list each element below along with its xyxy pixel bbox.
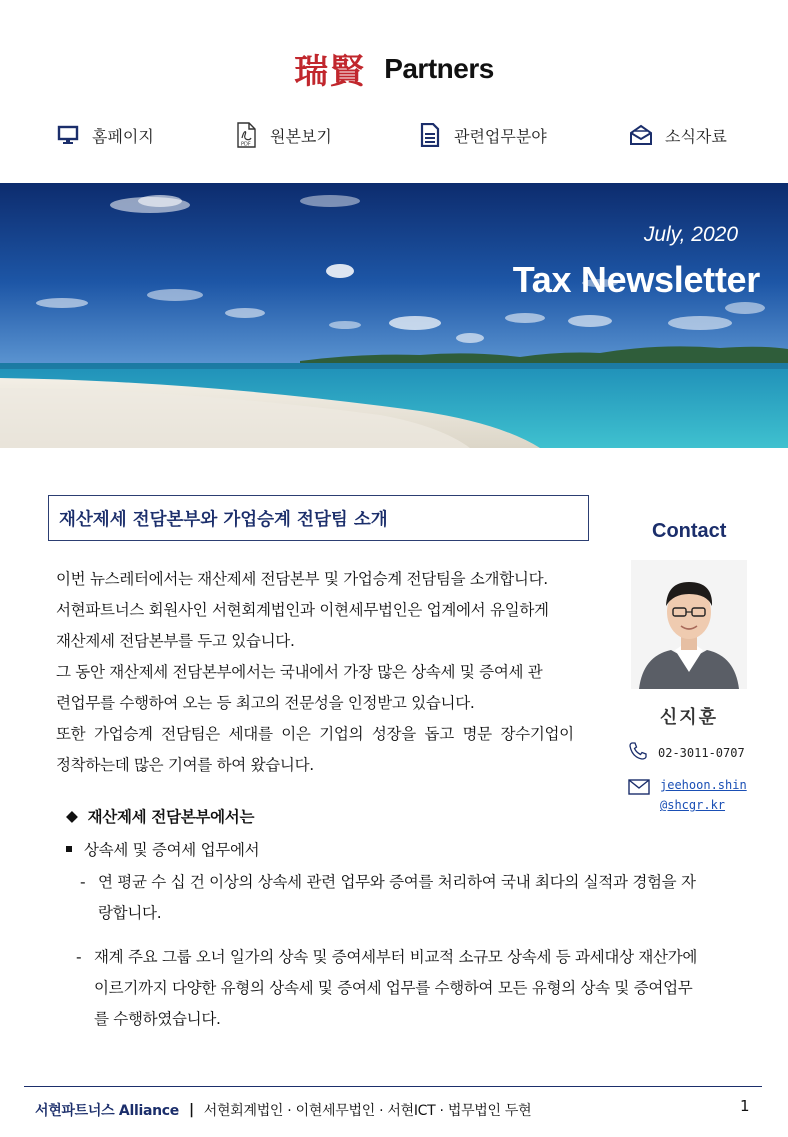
nav-related-services-label: 관련업무분야 bbox=[454, 126, 547, 146]
square-bullet-icon bbox=[66, 846, 72, 852]
intro-line: 서현파트너스 회원사인 서현회계법인과 이현세무법인은 업계에서 유일하게 bbox=[56, 601, 549, 619]
newsletter-title: Tax Newsletter bbox=[512, 259, 760, 300]
newsletter-date: July, 2020 bbox=[643, 223, 738, 246]
contact-name: 신지훈 bbox=[659, 707, 719, 728]
dash-mark: - bbox=[76, 948, 82, 966]
footer-members: 서현회계법인 · 이현세무법인 · 서현ICT · 법무법인 두현 bbox=[203, 1103, 532, 1119]
contact-phone bbox=[628, 741, 745, 764]
intro-line: 또한 가업승계 전담팀은 세대를 이은 기업의 성장을 돕고 명문 장수기업이 bbox=[56, 725, 574, 743]
nav-homepage-label: 홈페이지 bbox=[92, 126, 154, 146]
top-navigation bbox=[0, 122, 788, 162]
pdf-icon bbox=[234, 122, 258, 148]
section-heading: 재산제세 전담본부와 가업승계 전담팀 소개 bbox=[48, 495, 589, 541]
logo-hanja: 瑞賢 bbox=[294, 52, 367, 92]
bullet-heading bbox=[66, 805, 254, 827]
nav-view-original[interactable] bbox=[234, 122, 332, 148]
logo-wordmark: Partners bbox=[384, 52, 494, 84]
mail-icon bbox=[628, 779, 650, 799]
sub-bullet-text: 상속세 및 증여세 업무에서 bbox=[84, 841, 260, 859]
dash-item-line: 재계 주요 그룹 오너 일가의 상속 및 증여세부터 비교적 소규모 상속세 등 과세대상 재산가에 bbox=[94, 948, 698, 966]
dash-item-line: 연 평균 수 십 건 이상의 상속세 관련 업무와 증여를 처리하여 국내 최다의 실적과 경험을 자 bbox=[98, 873, 696, 891]
contact-photo bbox=[631, 560, 747, 689]
hero-banner bbox=[0, 183, 788, 448]
dash-mark: - bbox=[80, 873, 86, 891]
nav-view-original-label: 원본보기 bbox=[270, 126, 332, 146]
dash-item bbox=[76, 942, 736, 1035]
envelope-open-icon bbox=[629, 122, 653, 148]
document-icon bbox=[418, 122, 442, 148]
footer-brand: 서현파트너스 Alliance bbox=[35, 1103, 179, 1119]
phone-number: 02-3011-0707 bbox=[658, 745, 745, 760]
footer-separator: | bbox=[188, 1102, 194, 1118]
dash-item-line: 이르기까지 다양한 유형의 상속세 및 증여세 업무를 수행하여 모든 유형의 상속 및 증여업무 bbox=[94, 979, 693, 997]
nav-news-materials-label: 소식자료 bbox=[665, 126, 727, 146]
dash-item bbox=[80, 867, 730, 929]
nav-homepage[interactable] bbox=[56, 122, 154, 148]
intro-line: 정착하는데 많은 기여를 하여 왔습니다. bbox=[56, 756, 314, 774]
dash-item-line: 랑합니다. bbox=[98, 904, 162, 922]
contact-heading: Contact bbox=[652, 520, 727, 542]
dash-item-line: 를 수행하였습니다. bbox=[94, 1010, 221, 1028]
intro-paragraph bbox=[56, 564, 584, 781]
intro-line: 그 동안 재산제세 전담본부에서는 국내에서 가장 많은 상속세 및 증여세 관 bbox=[56, 663, 543, 681]
intro-line: 련업무를 수행하여 오는 등 최고의 전문성을 인정받고 있습니다. bbox=[56, 694, 475, 712]
email-line[interactable]: @shcgr.kr bbox=[660, 798, 726, 812]
footer bbox=[35, 1100, 531, 1120]
intro-line: 이번 뉴스레터에서는 재산제세 전담본부 및 가업승계 전담팀을 소개합니다. bbox=[56, 570, 548, 588]
monitor-icon bbox=[56, 122, 80, 148]
sub-bullet bbox=[66, 838, 259, 860]
diamond-bullet-icon: ◆ bbox=[66, 807, 78, 825]
nav-news-materials[interactable] bbox=[629, 122, 727, 148]
intro-line: 재산제세 전담본부를 두고 있습니다. bbox=[56, 632, 295, 650]
header-logo bbox=[0, 44, 788, 92]
nav-related-services[interactable] bbox=[418, 122, 547, 148]
contact-email[interactable] bbox=[628, 775, 747, 815]
page-number: 1 bbox=[740, 1097, 750, 1115]
svg-text:PDF: PDF bbox=[241, 141, 251, 148]
bullet-heading-text: 재산제세 전담본부에서는 bbox=[87, 808, 255, 826]
phone-icon bbox=[628, 741, 648, 764]
email-line[interactable]: jeehoon.shin bbox=[660, 778, 747, 792]
footer-divider bbox=[24, 1086, 762, 1087]
